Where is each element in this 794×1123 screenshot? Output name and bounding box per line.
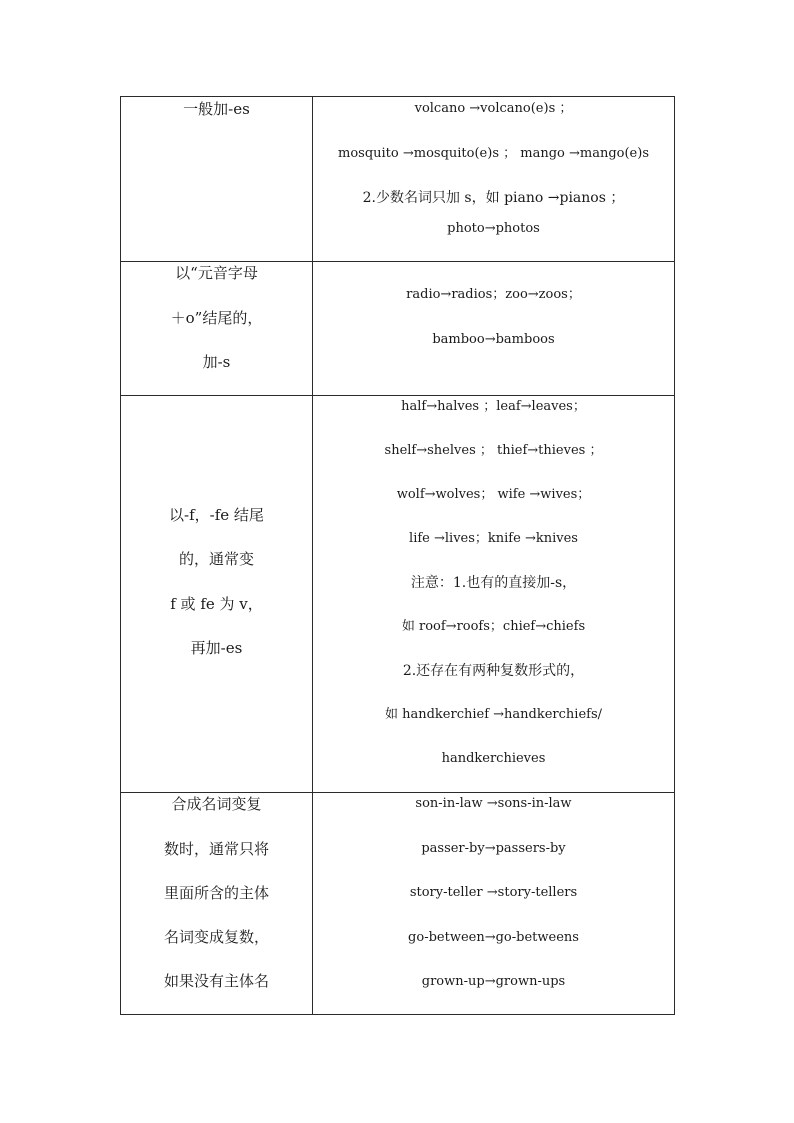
example-line: photo→photos <box>447 221 540 236</box>
example-line: grown-up→grown-ups <box>421 974 566 989</box>
example-line: bamboo→bamboos <box>432 332 555 347</box>
rule-cell <box>121 396 313 793</box>
example-line: son-in-law →sons-in-law <box>415 796 572 811</box>
rule-cell <box>121 262 313 396</box>
rule-text: 加-s <box>202 353 231 371</box>
table-row <box>121 97 675 262</box>
example-line: shelf→shelves ； thief→thieves ； <box>384 443 603 458</box>
rule-text: 再加-es <box>190 639 243 657</box>
example-line: 2.还存在有两种复数形式的， <box>402 663 585 679</box>
rule-text: 一般加-es <box>183 100 250 118</box>
example-line: 如 handkerchief →handkerchiefs/ <box>384 707 603 722</box>
example-line: volcano →volcano(e)s ； <box>414 101 573 116</box>
examples-cell <box>313 396 675 793</box>
examples-cell <box>313 793 675 1015</box>
example-line: 2.少数名词只加 s，如 piano →pianos ； <box>362 190 625 206</box>
rule-text: 里面所含的主体 <box>163 884 269 902</box>
table-row <box>121 396 675 793</box>
plural-rules-table <box>120 96 675 1015</box>
rule-text: ＋o”结尾的， <box>170 309 263 327</box>
example-line: handkerchieves <box>441 751 546 766</box>
rule-text: 以-f，-fe 结尾 <box>169 506 264 524</box>
example-line: go-between→go-betweens <box>408 930 579 945</box>
example-line: radio→radios；zoo→zoos； <box>406 287 581 302</box>
example-line: story-teller →story-tellers <box>409 885 578 900</box>
rule-text: 以“元音字母 <box>175 264 258 282</box>
rule-text: 合成名词变复 <box>171 795 262 813</box>
rule-text: f 或 fe 为 v， <box>170 595 263 613</box>
example-line: mosquito →mosquito(e)s ； mango →mango(e)s <box>338 146 649 161</box>
rule-cell <box>121 793 313 1015</box>
example-line: half→halves ；leaf→leaves； <box>401 399 586 414</box>
rule-text: 名词变成复数， <box>163 928 269 946</box>
example-line: 注意：1.也有的直接加-s， <box>410 575 577 591</box>
rule-text: 如果没有主体名 <box>163 972 269 990</box>
rule-cell <box>121 97 313 262</box>
examples-cell <box>313 97 675 262</box>
example-line: 如 roof→roofs；chief→chiefs <box>401 619 586 634</box>
table-row <box>121 262 675 396</box>
example-line: passer-by→passers-by <box>421 841 566 856</box>
examples-cell <box>313 262 675 396</box>
example-line: life →lives；knife →knives <box>409 531 578 546</box>
table-row <box>121 793 675 1015</box>
rule-text: 数时，通常只将 <box>163 840 269 858</box>
example-line: wolf→wolves； wife →wives； <box>396 487 591 502</box>
rule-text: 的，通常变 <box>178 550 254 568</box>
